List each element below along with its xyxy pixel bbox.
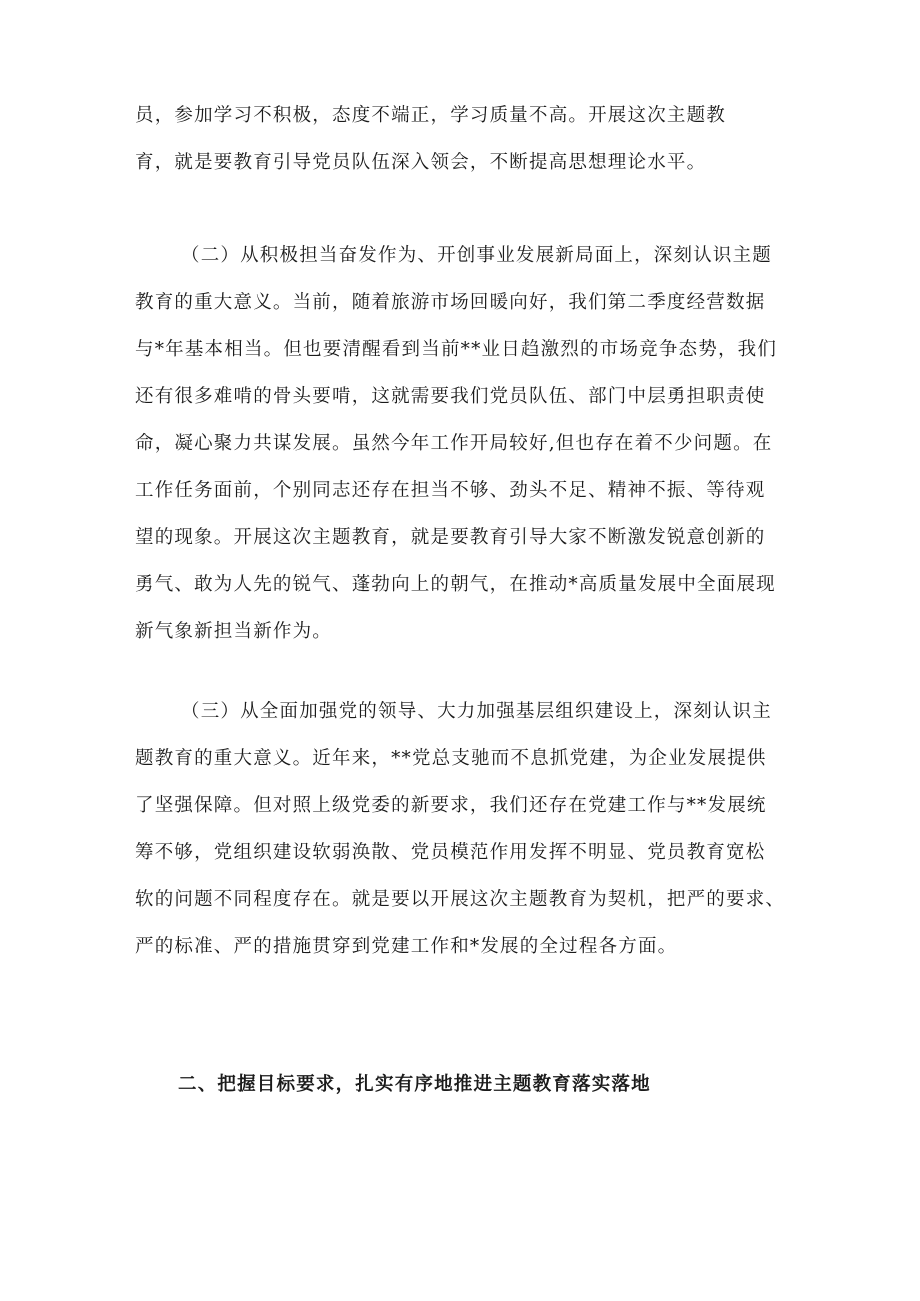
paragraph-section-2	[135, 232, 795, 655]
section-heading: 二、把握目标要求，扎实有序地推进主题教育落实落地	[178, 1074, 651, 1095]
text-line: 了坚强保障。但对照上级党委的新要求，我们还存在党建工作与**发展统	[135, 795, 767, 816]
text-line: （三）从全面加强党的领导、大力加强基层组织建设上，深刻认识主	[181, 701, 773, 722]
text-line: 员，参加学习不积极，态度不端正，学习质量不高。开展这次主题教	[135, 105, 727, 126]
text-line: （二）从积极担当奋发作为、开创事业发展新局面上，深刻认识主题	[181, 245, 773, 266]
paragraph-continuation	[135, 92, 795, 186]
paragraph-section-3	[135, 688, 795, 970]
text-line: 筹不够，党组织建设软弱涣散、党员模范作用发挥不明显、党员教育宽松	[135, 842, 766, 863]
text-line: 育，就是要教育引导党员队伍深入领会，不断提高思想理论水平。	[135, 152, 707, 173]
text-line: 与*年基本相当。但也要清醒看到当前**业日趋激烈的市场竞争态势，我们	[135, 339, 778, 360]
text-line: 勇气、敢为人先的锐气、蓬勃向上的朝气，在推动*高质量发展中全面展现	[135, 574, 776, 595]
text-line: 题教育的重大意义。近年来，**党总支驰而不息抓党建，为企业发展提供	[135, 748, 767, 769]
text-line: 还有很多难啃的骨头要啃，这就需要我们党员队伍、部门中层勇担职责使	[135, 386, 766, 407]
text-line: 教育的重大意义。当前，随着旅游市场回暖向好，我们第二季度经营数据	[135, 292, 766, 313]
text-line: 新气象新担当新作为。	[135, 621, 333, 642]
text-line: 命，凝心聚力共谋发展。虽然今年工作开局较好,但也存在着不少问题。在	[135, 433, 773, 454]
text-line: 软的问题不同程度存在。就是要以开展这次主题教育为契机，把严的要求、	[135, 889, 786, 910]
text-line: 望的现象。开展这次主题教育，就是要教育引导大家不断激发锐意创新的	[135, 527, 766, 548]
text-line: 工作任务面前，个别同志还存在担当不够、劲头不足、精神不振、等待观	[135, 480, 766, 501]
text-line: 严的标准、严的措施贯穿到党建工作和*发展的全过程各方面。	[135, 936, 678, 957]
